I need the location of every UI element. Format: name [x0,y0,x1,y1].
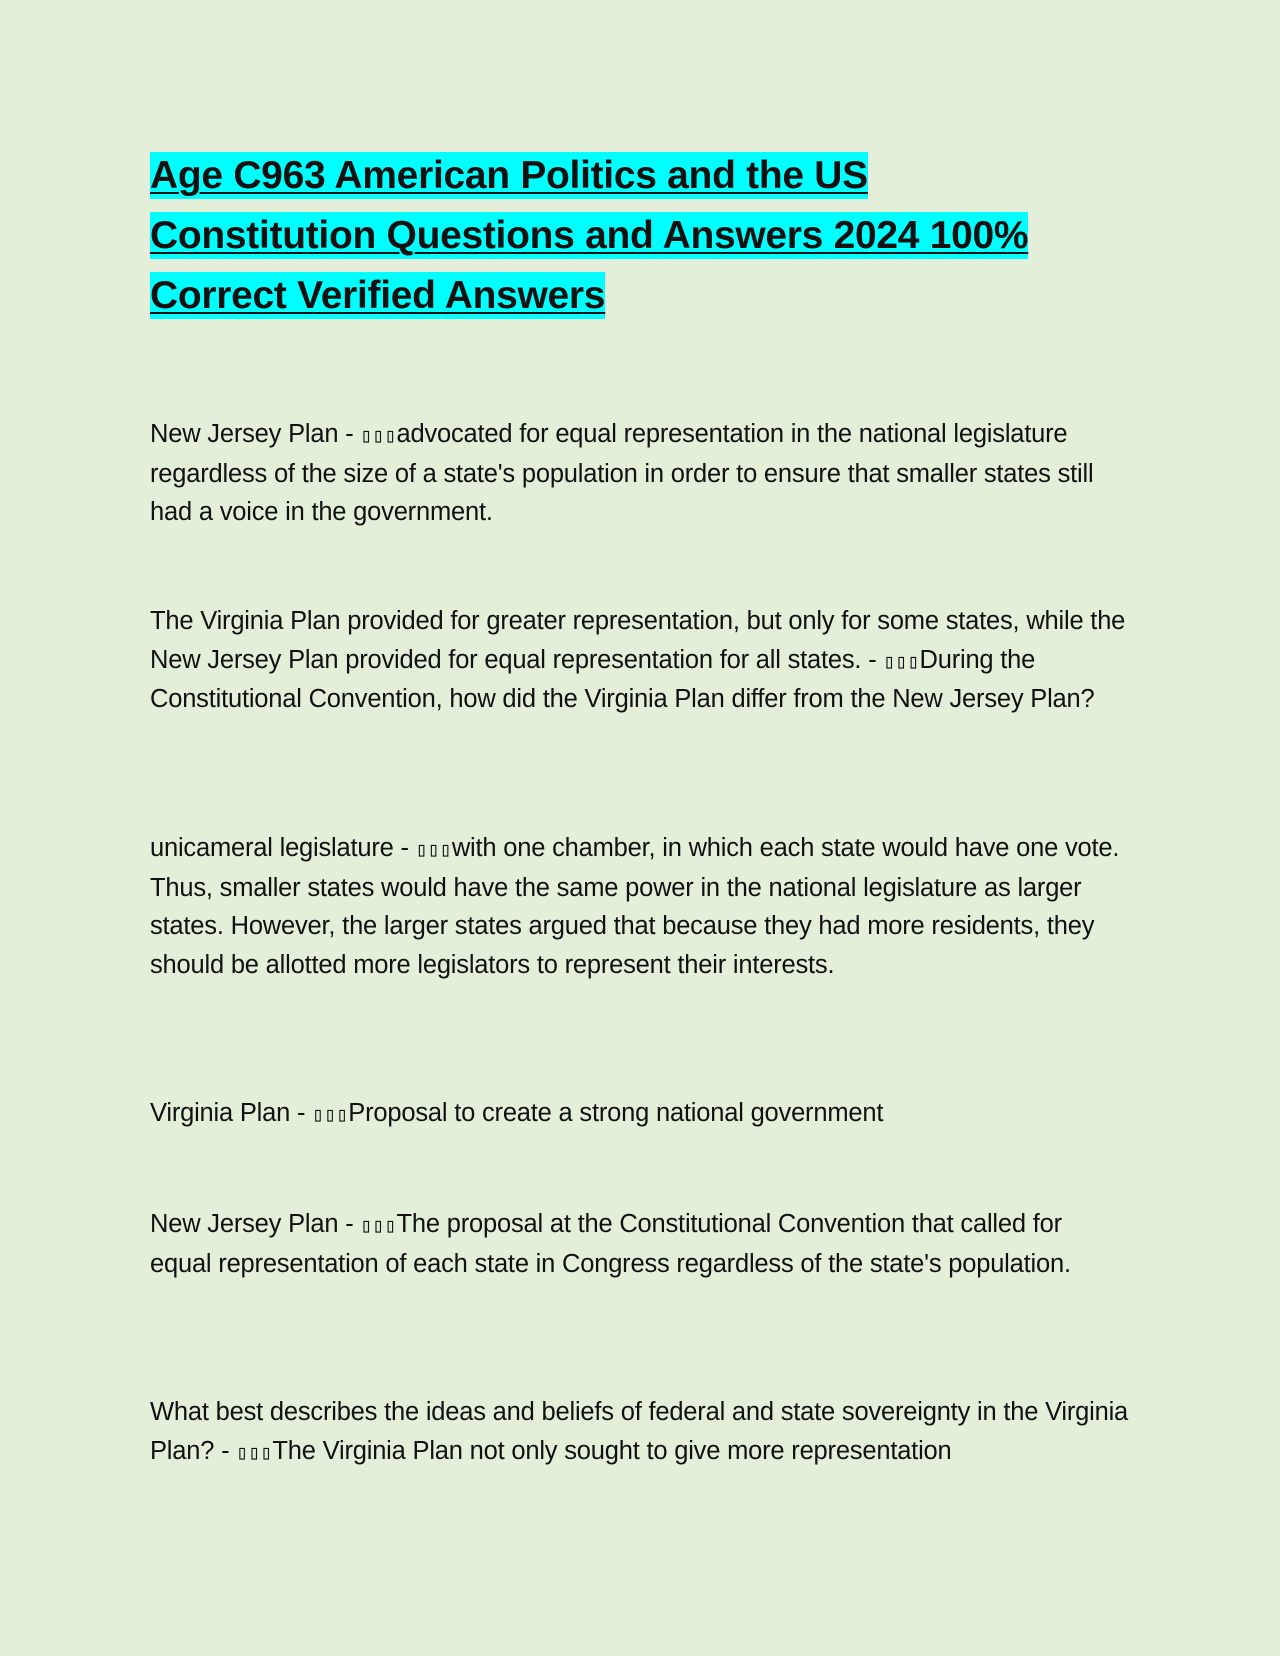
qa-separator: - [338,420,361,448]
missing-glyph-marker: ▯▯▯ [312,1102,349,1126]
missing-glyph-marker: ▯▯▯ [236,1439,273,1464]
qa-term: unicameral legislature [150,834,394,862]
qa-entry [150,1205,1130,1283]
qa-definition: During the Constitutional Convention, how did the Virginia Plan differ from the New Jersey Plan? [150,645,1095,713]
qa-definition: advocated for equal representation in the national legislature regardless of the size of a state's population in order to ensure that smaller states still had a voice in the government. [150,420,1094,526]
title-line-1: Age C963 American Politics and the US [150,154,868,197]
title-line-3: Correct Verified Answers [150,274,606,317]
qa-term: The Virginia Plan provided for greater representation, but only for some states, while the New Jersey Plan provided for equal representation for all states. [150,607,1126,674]
qa-entry [150,829,1130,984]
missing-glyph-marker: ▯▯▯ [360,423,397,447]
qa-definition: Proposal to create a strong national government [348,1099,884,1127]
qa-term: New Jersey Plan [150,1210,339,1238]
qa-separator: - [214,1436,237,1465]
qa-separator: - [393,834,416,862]
qa-term: What best describes the ideas and beliefs of federal and state sovereignty in the Virginia Plan? [150,1398,1129,1465]
qa-definition: with one chamber, in which each state would have one vote. Thus, smaller states would have the same power in the national legislature as larger states. However, the larger states argued that because they had more residents, they should be allotted more legislators to represent their interests. [150,834,1120,979]
missing-glyph-marker: ▯▯▯ [415,837,452,861]
missing-glyph-marker: ▯▯▯ [883,648,920,673]
qa-entry [150,1393,1130,1471]
qa-separator: - [861,645,884,674]
title-line-2: Constitution Questions and Answers 2024 100% [150,214,1029,257]
qa-separator: - [290,1099,313,1127]
document-title [150,146,1150,326]
qa-entry [150,415,1130,532]
qa-entry [150,602,1130,719]
qa-entry [150,1094,1130,1134]
missing-glyph-marker: ▯▯▯ [360,1213,397,1237]
qa-definition: The proposal at the Constitutional Convention that called for equal representation of each state in Congress regardless of the state's population. [150,1210,1071,1278]
qa-term: New Jersey Plan [150,420,339,448]
qa-definition: The Virginia Plan not only sought to give more representation [272,1436,952,1465]
qa-term: Virginia Plan [150,1099,291,1127]
qa-separator: - [338,1210,361,1238]
